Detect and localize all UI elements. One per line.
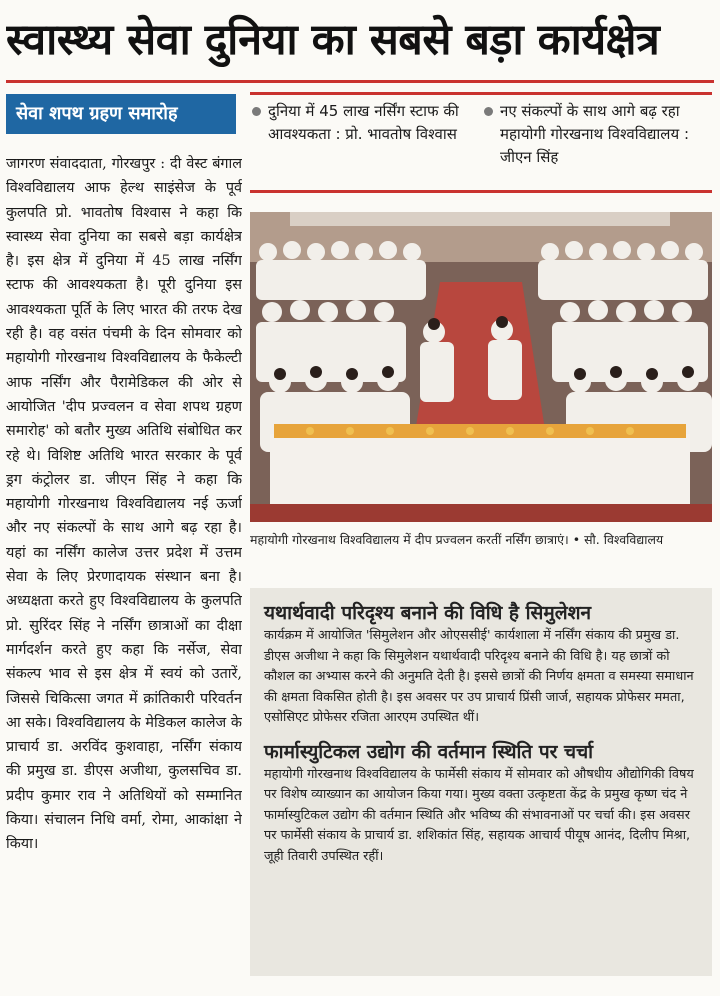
section-tag: सेवा शपथ ग्रहण समारोह — [6, 94, 236, 134]
photo-caption: महायोगी गोरखनाथ विश्वविद्यालय में दीप प्रज्वलन करतीं नर्सिंग छात्राएं। • सौ. विश्वविद्यालय — [250, 532, 664, 547]
bullet-icon — [484, 107, 493, 116]
sidebar-heading: फार्मास्युटिकल उद्योग की वर्तमान स्थिति पर चर्चा — [264, 740, 594, 763]
event-photo — [250, 212, 712, 522]
headline: स्वास्थ्य सेवा दुनिया का सबसे बड़ा कार्यक्षेत्र — [6, 15, 660, 65]
headline-rule — [6, 80, 714, 83]
lead-article-body: जागरण संवाददाता, गोरखपुर : दी वेस्ट बंगाल विश्वविद्यालय आफ हेल्थ साइंसेज के पूर्व कुलपति प्रो. भावतोष विश्वास ने कहा कि स्वास्थ्य सेवा दुनिया का सबसे बड़ा कार्यक्षेत्र है। इस क्षेत्र में दुनिया में 45 लाख नर्सिंग स्टाफ की आवश्यकता है। पूरी दुनिया इस आवश्यकता पूर्ति के लिए भारत की तरफ देख रही है। वह वसंत पंचमी के दिन सोमवार को महायोगी गोरखनाथ विश्वविद्यालय के फैकेल्टी आफ नर्सिंग और पैरामेडिकल की ओर से आयोजित 'दीप प्रज्वलन व सेवा शपथ ग्रहण समारोह' को बतौर मुख्य अतिथि संबोधित कर रहे थे। विशिष्ट अतिथि भारत सरकार के पूर्व ड्रग कंट्रोलर डा. जीएन सिंह ने कहा कि महायोगी गोरखनाथ विश्वविद्यालय नई ऊर्जा और नए संकल्पों के साथ आगे बढ़ रहा है। यहां का नर्सिंग कालेज उत्तर प्रदेश में उत्तम सेवा के लिए प्रेरणादायक संस्थान बना है। अध्यक्षता करते हुए विश्वविद्यालय के कुलपति प्रो. सुरिंदर सिंह ने नर्सिंग छात्राओं का दीक्षा मार्गदर्शन करते हुए कहा कि नर्सेज, सेवा संकल्प भाव से इस क्षेत्र में स्वयं को उतारें, जिससे चिकित्सा जगत में क्रांतिकारी परिवर्तन आ सके। विश्वविद्यालय के मेडिकल कालेज के प्राचार्य डा. अरविंद कुशवाहा, नर्सिंग संकाय की प्रमुख डा. डीएस अजीथा, कुलसचिव डा. प्रदीप कुमार राव ने अतिथियों को सम्मानित किया। संचालन निधि वर्मा, रोमा, आकांक्षा ने किया। — [6, 156, 242, 853]
highlight-2 — [484, 100, 710, 169]
highlight-text: दुनिया में 45 लाख नर्सिंग स्टाफ की आवश्यकता : प्रो. भावतोष विश्वास — [268, 102, 459, 143]
highlight-1 — [252, 100, 478, 146]
sidebar-body: कार्यक्रम में आयोजित 'सिमुलेशन और ओएससीई' कार्यशाला में नर्सिंग संकाय की प्रमुख डा. डीएस अजीथा ने कहा कि सिमुलेशन यथार्थवादी परिदृश्य बनाने की विधि है। यह छात्रों को कौशल का अभ्यास करने की अनुमति देती है। इससे छात्रों की निर्णय क्षमता व समस्या समाधान की क्षमता विकसित होती है। इस अवसर पर उप प्राचार्य प्रिंसी जार्ज, सहायक प्रोफेसर ममता, एसोसिएट प्रोफेसर रजिता आरएम उपस्थित थीं। — [264, 628, 694, 725]
bullet-icon — [252, 107, 261, 116]
highlights-top-rule — [250, 92, 712, 95]
sidebar-section-simulation — [264, 600, 698, 729]
highlight-text: नए संकल्पों के साथ आगे बढ़ रहा महायोगी गोरखनाथ विश्वविद्यालय : जीएन सिंह — [500, 102, 689, 166]
sidebar-section-pharma — [264, 739, 698, 868]
sidebar-box — [250, 588, 712, 976]
highlights-bottom-rule — [250, 190, 712, 193]
sidebar-body: महायोगी गोरखनाथ विश्वविद्यालय के फार्मेसी संकाय में सोमवार को औषधीय औद्योगिकी विषय पर विशेष व्याख्यान का आयोजन किया गया। मुख्य वक्ता उत्कृष्टता केंद्र के प्रमुख कृष्ण चंद ने फार्मास्युटिकल उद्योग की वर्तमान स्थिति और भविष्य की संभावनाओं पर चर्चा की। इस अवसर पर फार्मेसी संकाय के प्राचार्य डा. शशिकांत सिंह, सहायक आचार्य पीयूष आनंद, दिलीप मिश्रा, जूही तिवारी उपस्थित रहीं। — [264, 766, 694, 864]
sidebar-heading: यथार्थवादी परिदृश्य बनाने की विधि है सिमुलेशन — [264, 602, 592, 624]
photo-illustration — [250, 212, 712, 522]
